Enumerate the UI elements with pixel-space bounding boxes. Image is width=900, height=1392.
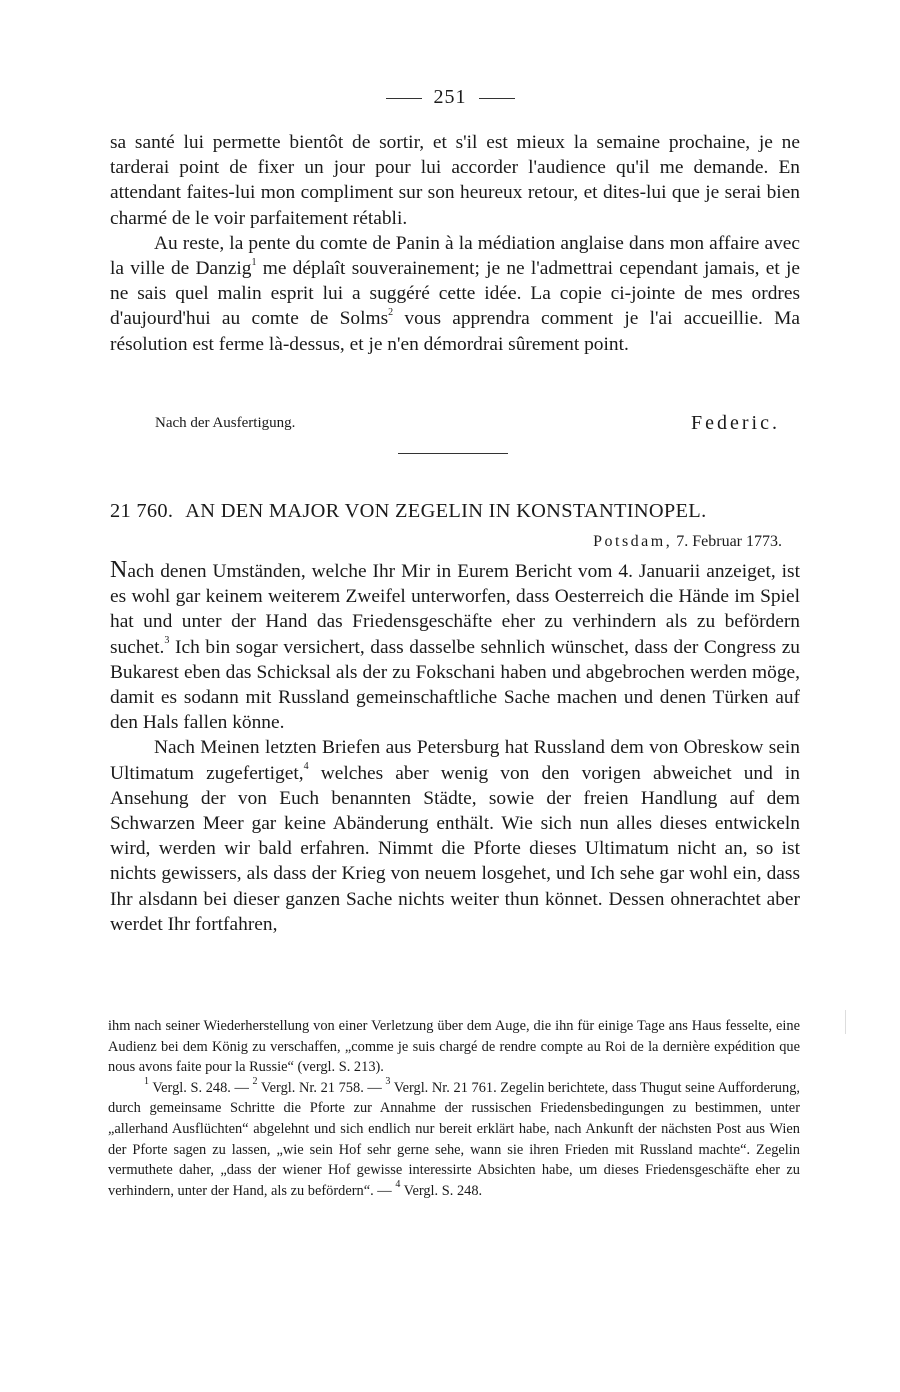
footnote-ref-2: 2: [388, 306, 394, 318]
section-separator: [398, 453, 508, 454]
letter-2-paragraph-1: Nach denen Umständen, welche Ihr Mir in Eurem Bericht vom 4. Januarii anzeiget, ist es wohl gar keinem weiterem Zweifel unterworfen, dass Oesterreich die Hände im Spiel hat und unter der Hand das Friedensgeschäfte eher zu verhindern als zu befördern suchet.$^3$ Ich bin sogar versichert, dass dasselbe sehnlich wünschet, dass der Congress zu Bukarest eben das Schicksal als der zu Fokschani haben und abgebrochen werden möge, damit es sodann mit Russland gemeinschaftliche Sache machen und denen Türken auf den Hals fallen könne.: [110, 557, 800, 734]
page-number: 251: [433, 86, 467, 108]
footnotes: [108, 1016, 800, 1201]
footnote-3: Vergl. Nr. 21 761. Zegelin berichtete, dass Thugut seine Aufforderung, durch gemeinsame Schritte die Pforte zur Annahme der russischen Friedensbedingungen zu bestimmen, unter „allerhand Ausflüchten“ abgelehnt und sich endlich nur bereit erklärt habe, nach Ankunft der nächsten Post aus Wien der Pforte sagen zu lassen, „wie sein Hof sehr gerne sehe, wann sie ihren Frieden mit Russland machte“. Zegelin vermuthete daher, „dass der wiener Hof gewisse interessirte Absichten habe, um dieses Friedensgeschäfte eher zu verhindern, unter der Hand, als zu befördern“. —: [108, 1079, 800, 1199]
footnote-ref-3: 3: [164, 635, 170, 647]
footnote-2-mark: 2: [252, 1075, 258, 1087]
letter-number: 21 760.: [110, 500, 174, 522]
footnote-3-mark: 3: [385, 1075, 391, 1087]
dateline-date: 7. Februar 1773.: [676, 533, 782, 550]
footnote-ref-4: 4: [303, 761, 309, 773]
dateline: [593, 533, 782, 551]
letter-1-paragraph-1: sa santé lui permette bientôt de sortir, et s'il est mieux la semaine prochaine, je ne tarderai point de fixer un jour pour lui accorder l'audience qu'il me demande. En attendant faites-lui mon compliment sur son heureux retour, et dites-lui que je serai bien charmé de le voir parfaitement rétabli.: [110, 132, 800, 229]
letter-1-paragraph-2: Au reste, la pente du comte de Panin à la médiation anglaise dans mon affaire avec la ville de Danzig$^1$ me déplaît souverainement; je ne l'admettrai cependant jamais, et je ne sais quel malin esprit lui a suggéré cette idée. La copie ci-jointe de mes ordres d'aujourd'hui au comte de Solms$^2$ vous apprendra comment je l'ai accueillie. Ma résolution est ferme là-dessus, et je n'en démordrai sûrement point.: [110, 232, 800, 355]
footnote-1: Vergl. S. 248. —: [149, 1079, 253, 1096]
footnote-continuation: ihm nach seiner Wiederherstellung von einer Verletzung über dem Auge, die ihn für einige Tage ans Haus fesselte, eine Audienz bei dem König zu verschaffen, „comme je suis chargé de rendre compte au Roi de la dernière expédition que nous avons faite pour la Russie“ (vergl. S. 213).: [108, 1018, 800, 1076]
footnote-2: Vergl. Nr. 21 758. —: [257, 1079, 386, 1096]
header-rule-right: [479, 98, 515, 99]
signature: Federic.: [691, 412, 780, 434]
letter-2-body: [110, 558, 800, 937]
letter-title: AN DEN MAJOR VON ZEGELIN IN KONSTANTINOPEL.: [185, 500, 707, 522]
margin-mark: [845, 1010, 846, 1034]
page-header: [0, 86, 900, 109]
dateline-place: Potsdam,: [593, 533, 673, 550]
footnote-ref-1: 1: [251, 256, 257, 268]
footnote-4-mark: 4: [395, 1178, 401, 1190]
footnote-list: [108, 1075, 800, 1202]
footnote-1-mark: 1: [144, 1075, 149, 1087]
initial-letter: N: [110, 557, 128, 583]
header-rule-left: [386, 98, 422, 99]
letter-2-paragraph-2: Nach Meinen letzten Briefen aus Petersburg hat Russland dem von Obreskow sein Ultimatum zugefertiget,$^4$ welches aber wenig von den vorigen abweichet und in Ansehung der von Euch benannten Städte, sowie der freien Handlung auf dem Schwarzen Meer gar keine Abänderung enthält. Wie sich nun alles dieses entwickeln wird, werden wir bald erfahren. Nimmt die Pforte dieses Ultimatum nicht an, so ist nichts gewissers, als dass der Krieg von neuem losgehet, und Ich sehe gar wohl ein, dass Ihr alsdann bei dieser ganzen Sache nichts weiter thun könnet. Dessen ohnerachtet aber werdet Ihr fortfahren,: [110, 737, 800, 935]
source-note: Nach der Ausfertigung.: [155, 415, 296, 431]
footnote-4: Vergl. S. 248.: [400, 1182, 483, 1199]
letter-1-body: [110, 130, 800, 357]
letter-2-heading: [110, 500, 802, 523]
